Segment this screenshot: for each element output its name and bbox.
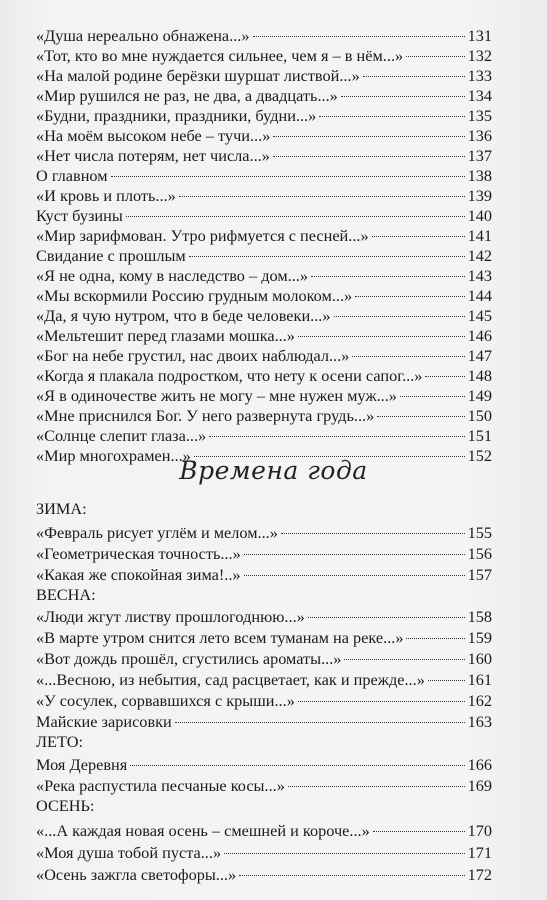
toc-entry-title: «Когда я плакала подростком, что нету к осени сапог...» — [36, 366, 423, 385]
toc-entry-title: «Мир зарифмован. Утро рифмуется с песней...» — [36, 226, 369, 245]
toc-entry-page: 150 — [467, 406, 492, 425]
toc-entry-title: Куст бузины — [36, 206, 123, 225]
leader-dots — [372, 236, 465, 237]
toc-entry — [36, 26, 492, 46]
toc-entry — [36, 607, 492, 627]
toc-entry-page: 138 — [467, 166, 492, 185]
toc-entry — [36, 226, 492, 246]
toc-entry-title: «Мне приснился Бог. У него развернута грудь...» — [36, 406, 375, 425]
leader-dots — [281, 533, 465, 534]
toc-entry-page: 159 — [467, 628, 492, 647]
leader-dots — [406, 638, 464, 639]
toc-entry-page: 134 — [467, 86, 492, 105]
leader-dots — [341, 96, 465, 97]
toc-entry-page: 157 — [467, 565, 492, 584]
toc-entry — [36, 286, 492, 306]
toc-entry — [36, 46, 492, 66]
toc-entry-title: «Мир рушился не раз, не два, а двадцать...» — [36, 86, 338, 105]
toc-entry — [36, 186, 492, 206]
toc-entry-page: 155 — [467, 523, 492, 542]
toc-entry — [36, 126, 492, 146]
toc-entry — [36, 670, 492, 690]
toc-entry-page: 156 — [467, 544, 492, 563]
leader-dots — [298, 701, 465, 702]
toc-entry-title: «...А каждая новая осень – смешней и короче...» — [36, 821, 370, 840]
toc-entry-page: 139 — [467, 186, 492, 205]
toc-entry-page: 166 — [467, 755, 492, 774]
toc-entry-title: «На малой родине берёзки шуршат листвой...» — [36, 66, 360, 85]
toc-entry-title: «Я не одна, кому в наследство – дом...» — [36, 266, 308, 285]
toc-entry-page: 152 — [467, 446, 492, 465]
toc-entry-page: 161 — [467, 670, 492, 689]
toc-entry-title: «Солнце слепит глаза...» — [36, 426, 207, 445]
toc-entry-title: «Люди жгут листву прошлогоднюю...» — [36, 607, 305, 626]
toc-entry — [36, 106, 492, 126]
toc-entry-title: «...Весною, из небытия, сад расцветает, как и прежде...» — [36, 670, 425, 689]
toc-entry-title: «Будни, праздники, праздники, будни...» — [36, 106, 317, 125]
toc-entry-page: 133 — [467, 66, 492, 85]
toc-entry-title: «Моя душа тобой пуста...» — [36, 843, 222, 862]
toc-entry-page: 148 — [467, 366, 492, 385]
toc-entry-title: «Февраль рисует углём и мелом...» — [36, 523, 278, 542]
leader-dots — [363, 76, 465, 77]
toc-entry-page: 146 — [467, 326, 492, 345]
leader-dots — [209, 436, 464, 437]
toc-entry-title: «Мы вскормили Россию грудным молоком...» — [36, 286, 353, 305]
toc-entry-page: 145 — [467, 306, 492, 325]
toc-entry — [36, 712, 492, 732]
toc-entry-page: 170 — [467, 821, 492, 840]
season-label-spring: ВЕСНА: — [36, 585, 96, 604]
toc-entry-page: 158 — [467, 607, 492, 626]
leader-dots — [425, 376, 464, 377]
toc-entry-page: 149 — [467, 386, 492, 405]
toc-entry — [36, 86, 492, 106]
toc-entry-page: 151 — [467, 426, 492, 445]
leader-dots — [111, 176, 465, 177]
toc-entry-title: «Нет числа потерям, нет числа...» — [36, 146, 270, 165]
toc-entry — [36, 206, 492, 226]
toc-entry-title: «Душа нереально обнажена...» — [36, 26, 250, 45]
toc-entry-title: Моя Деревня — [36, 755, 128, 774]
toc-entry — [36, 628, 492, 648]
toc-entry-page: 131 — [467, 26, 492, 45]
toc-entry — [36, 565, 492, 585]
toc-entry-title: «Да, я чую нутром, что в беде человеки...» — [36, 306, 331, 325]
toc-entry-title: «Какая же спокойная зима!..» — [36, 565, 241, 584]
toc-entry-page: 136 — [467, 126, 492, 145]
toc-entry-page: 162 — [467, 691, 492, 710]
toc-entry — [36, 544, 492, 564]
toc-entry-page: 172 — [467, 865, 492, 884]
toc-entry — [36, 386, 492, 406]
toc-entry — [36, 843, 492, 863]
toc-entry — [36, 406, 492, 426]
toc-entry-page: 143 — [467, 266, 492, 285]
toc-entry — [36, 691, 492, 711]
season-label-winter: ЗИМА: — [36, 499, 87, 518]
toc-entry — [36, 865, 492, 885]
toc-entry-page: 137 — [467, 146, 492, 165]
section-heading: Времена года — [179, 456, 368, 485]
toc-entry-page: 171 — [467, 843, 492, 862]
season-label-autumn: ОСЕНЬ: — [36, 796, 95, 815]
toc-entry — [36, 266, 492, 286]
toc-entry-title: «На моём высоком небе – тучи...» — [36, 126, 271, 145]
leader-dots — [244, 575, 465, 576]
toc-entry — [36, 146, 492, 166]
leader-dots — [352, 356, 464, 357]
leader-dots — [288, 786, 465, 787]
toc-entry-title: Майские зарисовки — [36, 712, 172, 731]
leader-dots — [311, 276, 465, 277]
leader-dots — [355, 296, 464, 297]
toc-entry-title: О главном — [36, 166, 108, 185]
toc-entry-page: 147 — [467, 346, 492, 365]
leader-dots — [406, 56, 464, 57]
leader-dots — [400, 396, 465, 397]
leader-dots — [253, 36, 465, 37]
leader-dots — [189, 256, 465, 257]
leader-dots — [244, 554, 465, 555]
toc-entry-title: «Осень зажгла светофоры...» — [36, 865, 237, 884]
toc-entry — [36, 366, 492, 386]
toc-entry — [36, 776, 492, 796]
leader-dots — [130, 765, 464, 766]
leader-dots — [239, 875, 464, 876]
toc-entry-page: 169 — [467, 776, 492, 795]
toc-entry-title: «Тот, кто во мне нуждается сильнее, чем я – в нём...» — [36, 46, 404, 65]
toc-entry-page: 160 — [467, 649, 492, 668]
toc-entry-title: «Мельтешит перед глазами мошка...» — [36, 326, 295, 345]
toc-entry-title: «Геометрическая точность...» — [36, 544, 241, 563]
toc-entry-title: «Река распустила песчаные косы...» — [36, 776, 285, 795]
toc-entry-title: «У сосулек, сорвавшихся с крыши...» — [36, 691, 295, 710]
toc-entry — [36, 66, 492, 86]
leader-dots — [175, 722, 465, 723]
leader-dots — [373, 831, 465, 832]
leader-dots — [298, 336, 465, 337]
toc-entry-page: 135 — [467, 106, 492, 125]
toc-entry-title: «В марте утром снится лето всем туманам на реке...» — [36, 628, 404, 647]
leader-dots — [126, 216, 465, 217]
leader-dots — [179, 196, 465, 197]
toc-entry-title: Свидание с прошлым — [36, 246, 186, 265]
leader-dots — [428, 680, 465, 681]
toc-entry — [36, 326, 492, 346]
leader-dots — [308, 617, 465, 618]
leader-dots — [224, 853, 464, 854]
leader-dots — [273, 136, 464, 137]
leader-dots — [377, 416, 464, 417]
toc-entry — [36, 426, 492, 446]
toc-entry-title: «Мир многохрамен...» — [36, 446, 191, 465]
toc-entry — [36, 649, 492, 669]
toc-entry-page: 140 — [467, 206, 492, 225]
toc-entry — [36, 346, 492, 366]
leader-dots — [334, 316, 465, 317]
toc-entry — [36, 306, 492, 326]
toc-entry-title: «Я в одиночестве жить не могу – мне нужен муж...» — [36, 386, 397, 405]
leader-dots — [344, 659, 464, 660]
leader-dots — [273, 156, 465, 157]
toc-entry-page: 163 — [467, 712, 492, 731]
toc-entry-page: 142 — [467, 246, 492, 265]
toc-entry — [36, 523, 492, 543]
toc-entry-title: «Бог на небе грустил, нас двоих наблюдал...» — [36, 346, 350, 365]
toc-entry — [36, 246, 492, 266]
toc-entry-title: «И кровь и плоть...» — [36, 186, 176, 205]
toc-entry-page: 132 — [467, 46, 492, 65]
toc-entry-title: «Вот дождь прошёл, сгустились ароматы...» — [36, 649, 342, 668]
toc-entry-page: 141 — [467, 226, 492, 245]
toc-entry-page: 144 — [467, 286, 492, 305]
season-label-summer: ЛЕТО: — [36, 732, 83, 751]
toc-entry — [36, 755, 492, 775]
toc-entry — [36, 821, 492, 841]
leader-dots — [319, 116, 464, 117]
toc-entry — [36, 166, 492, 186]
